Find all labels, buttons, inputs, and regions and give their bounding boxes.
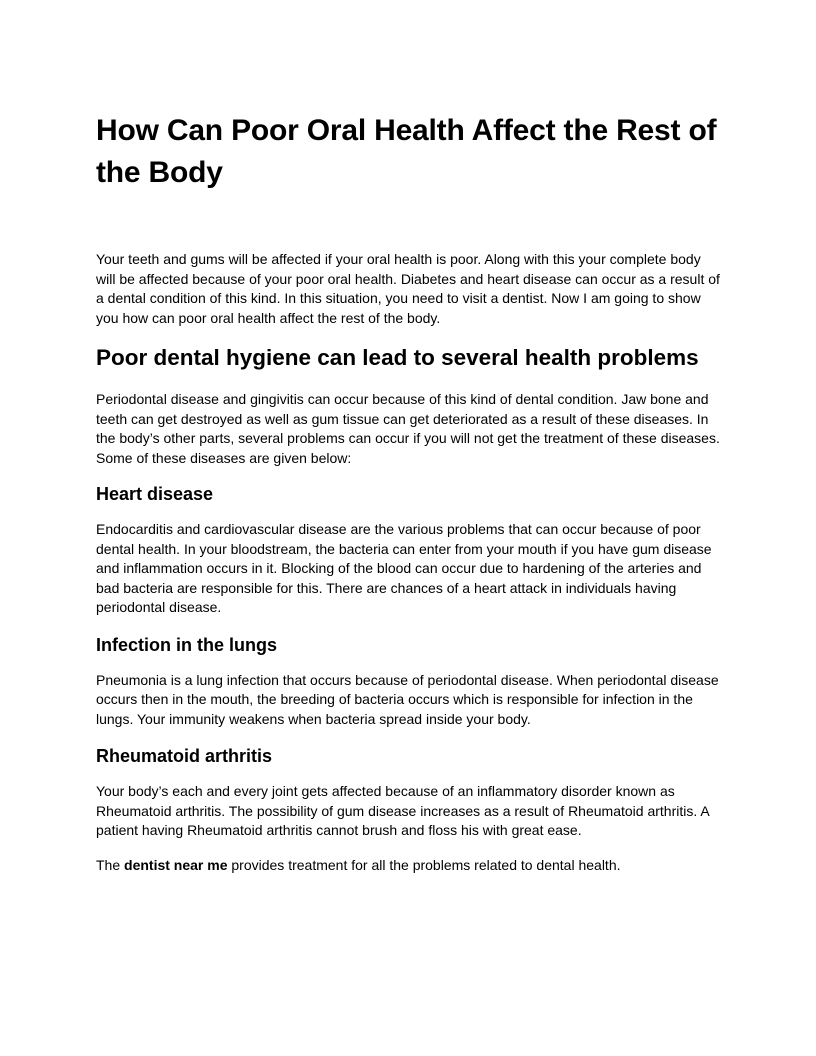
subsection-paragraph-rheumatoid-arthritis: Your body’s each and every joint gets affected because of an inflammatory disorder known as Rheumatoid arthritis. The possibility of gum disease increases as a result of Rheumatoid arthritis. A patient having Rheumatoid arthritis cannot brush and floss his with great ease. bbox=[96, 783, 709, 838]
closing-paragraph bbox=[96, 856, 720, 876]
subsection-heading-lung-infection: Infection in the lungs bbox=[96, 634, 277, 655]
subsection-paragraph-lung-infection: Pneumonia is a lung infection that occurs because of periodontal disease. When periodontal disease occurs then in the mouth, the breeding of bacteria occurs which is responsible for infection in the lungs. Your immunity weakens when bacteria spread inside your body. bbox=[96, 671, 719, 727]
section-paragraph: Periodontal disease and gingivitis can occur because of this kind of dental condition. Jaw bone and teeth can get destroyed as well as gum tissue can get deteriorated as a result of these diseases. In the body’s other parts, several problems can occur if you will not get the treatment of these diseases. Some of these diseases are given below: bbox=[96, 391, 720, 466]
closing-prefix: The bbox=[96, 856, 125, 873]
subsection-heading-rheumatoid-arthritis: Rheumatoid arthritis bbox=[96, 746, 273, 766]
intro-paragraph: Your teeth and gums will be affected if your oral health is poor. Along with this your complete body will be affected because of your poor oral health. Diabetes and heart disease can occur as a result of a dental condition of this kind. In this situation, you need to visit a dentist. Now I am going to show you how can poor oral health affect the rest of the body. bbox=[96, 251, 720, 326]
subsection-paragraph-heart-disease: Endocarditis and cardiovascular disease are the various problems that can occur because of poor dental health. In your bloodstream, the bacteria can enter from your mouth if you have gum disease and inflammation occurs in it. Blocking of the blood can occur due to hardening of the arteries and bad bacteria are responsible for this. There are chances of a heart attack in individuals having periodontal disease. bbox=[96, 521, 712, 615]
subsection-heading-heart-disease: Heart disease bbox=[96, 484, 214, 504]
dentist-near-me-text: dentist near me bbox=[124, 856, 228, 873]
page-title: How Can Poor Oral Health Affect the Rest of the Body bbox=[96, 114, 717, 189]
closing-suffix: provides treatment for all the problems related to dental health. bbox=[227, 856, 621, 873]
document-page bbox=[96, 110, 720, 890]
section-heading: Poor dental hygiene can lead to several health problems bbox=[96, 345, 699, 370]
